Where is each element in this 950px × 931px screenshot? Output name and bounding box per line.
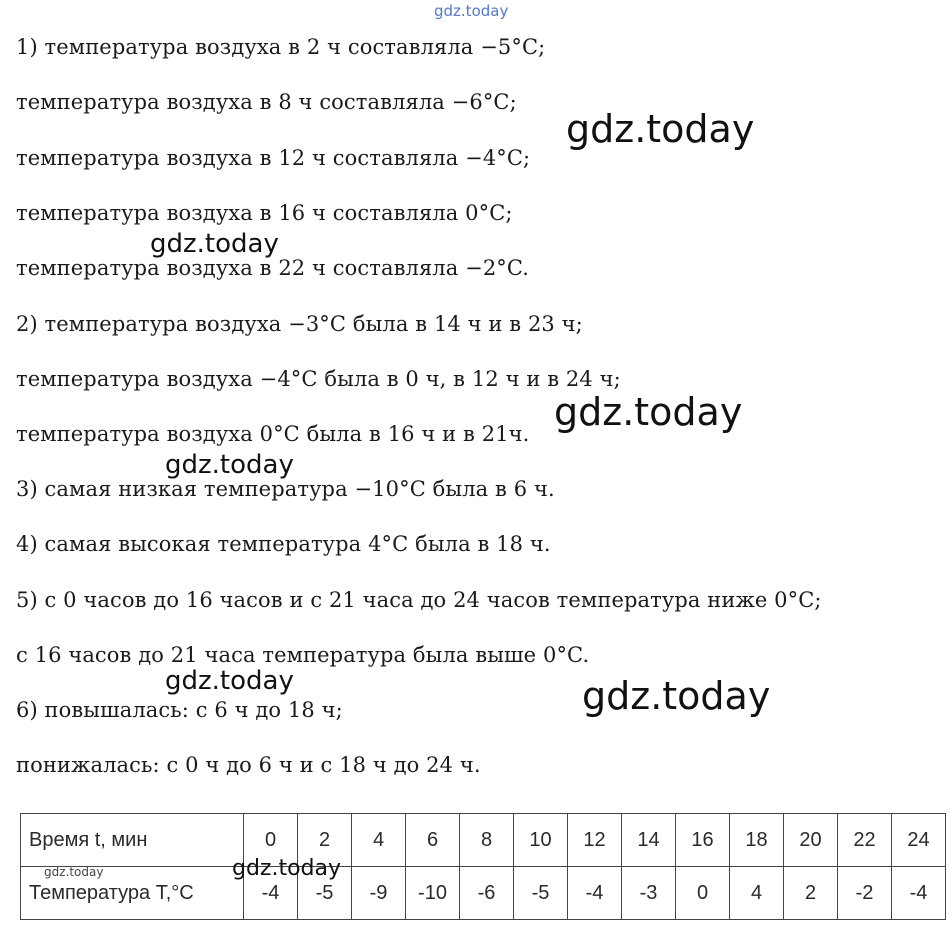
temperature-cell: -4 <box>892 867 946 920</box>
watermark-4: gdz.today <box>165 450 294 480</box>
time-cell: 16 <box>676 814 730 867</box>
temperature-cell: -5 <box>514 867 568 920</box>
watermark-1: gdz.today <box>566 107 755 151</box>
time-cell: 8 <box>460 814 514 867</box>
time-cell: 12 <box>568 814 622 867</box>
time-cell: 22 <box>838 814 892 867</box>
text-line-3: температура воздуха в 12 ч составляла −4°C; <box>16 146 531 170</box>
time-cell: 24 <box>892 814 946 867</box>
watermark-8: gdz.today <box>44 865 104 879</box>
text-line-11: 5) с 0 часов до 16 часов и с 21 часа до 24 часов температура ниже 0°C; <box>16 588 822 612</box>
temperature-cell: -10 <box>406 867 460 920</box>
watermark-6: gdz.today <box>582 674 771 718</box>
text-line-7: температура воздуха −4°C была в 0 ч, в 12 ч и в 24 ч; <box>16 367 621 391</box>
text-line-6: 2) температура воздуха −3°C была в 14 ч и в 23 ч; <box>16 312 583 336</box>
text-line-2: температура воздуха в 8 ч составляла −6°C; <box>16 90 517 114</box>
text-line-13: 6) повышалась: с 6 ч до 18 ч; <box>16 698 343 722</box>
watermark-top: gdz.today <box>434 2 509 20</box>
table-row-temperature <box>21 867 946 920</box>
text-line-4: температура воздуха в 16 ч составляла 0°C; <box>16 201 513 225</box>
watermark-5: gdz.today <box>165 666 294 696</box>
text-line-9: 3) самая низкая температура −10°C была в 6 ч. <box>16 477 555 501</box>
temperature-cell: 4 <box>730 867 784 920</box>
time-cell: 4 <box>352 814 406 867</box>
time-cell: 6 <box>406 814 460 867</box>
temperature-cell: -6 <box>460 867 514 920</box>
text-line-14: понижалась: с 0 ч до 6 ч и с 18 ч до 24 ч. <box>16 753 481 777</box>
text-line-1: 1) температура воздуха в 2 ч составляла −5°C; <box>16 35 546 59</box>
watermark-2: gdz.today <box>150 229 279 259</box>
temperature-cell: -5 <box>298 867 352 920</box>
time-cell: 10 <box>514 814 568 867</box>
table-header-time: Время t, мин <box>21 814 244 867</box>
table-row-time <box>21 814 946 867</box>
temperature-cell: 0 <box>676 867 730 920</box>
text-line-10: 4) самая высокая температура 4°C была в 18 ч. <box>16 532 551 556</box>
watermark-7: gdz.today <box>232 856 342 881</box>
watermark-3: gdz.today <box>554 390 743 434</box>
time-cell: 20 <box>784 814 838 867</box>
time-cell: 18 <box>730 814 784 867</box>
temperature-cell: -2 <box>838 867 892 920</box>
text-line-5: температура воздуха в 22 ч составляла −2°C. <box>16 256 530 280</box>
text-line-12: с 16 часов до 21 часа температура была выше 0°C. <box>16 643 590 667</box>
temperature-cell: 2 <box>784 867 838 920</box>
table-header-temperature: Температура T,°C <box>21 867 244 920</box>
temperature-cell: -4 <box>568 867 622 920</box>
time-cell: 14 <box>622 814 676 867</box>
temperature-cell: -9 <box>352 867 406 920</box>
text-line-8: температура воздуха 0°C была в 16 ч и в 21ч. <box>16 422 530 446</box>
time-cell: 2 <box>298 814 352 867</box>
temperature-table <box>20 813 946 920</box>
temperature-cell: -4 <box>244 867 298 920</box>
time-cell: 0 <box>244 814 298 867</box>
temperature-cell: -3 <box>622 867 676 920</box>
